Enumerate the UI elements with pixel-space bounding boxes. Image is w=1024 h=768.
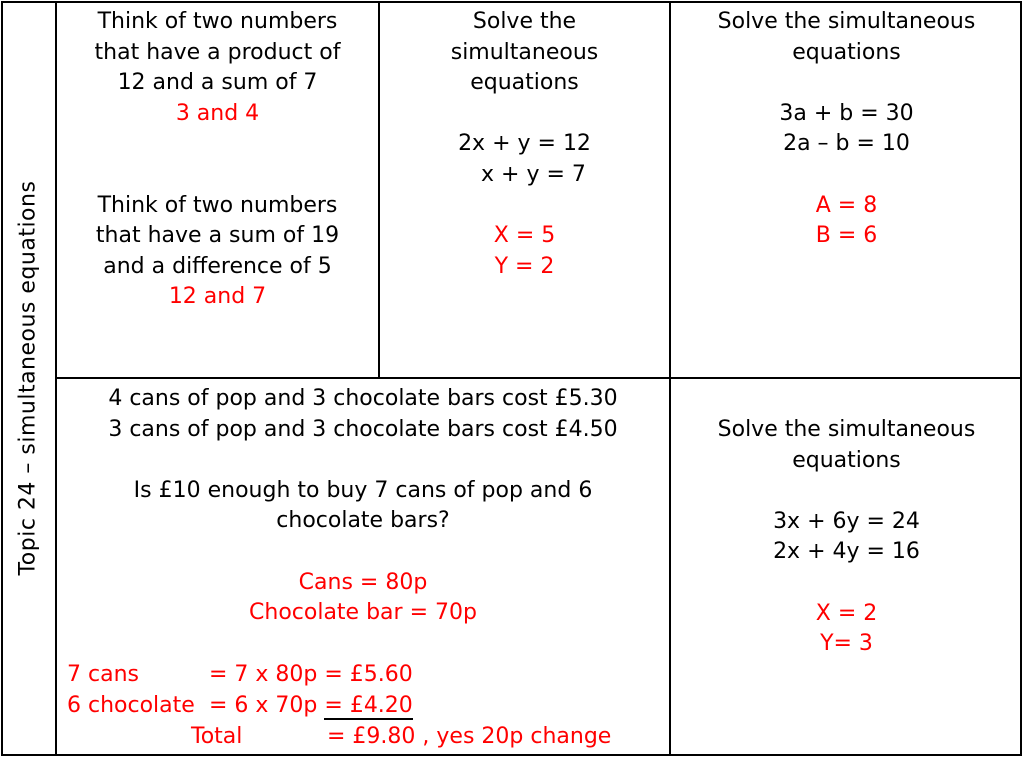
question-3 — [671, 7, 1022, 252]
q4-calc-row-2 — [67, 691, 413, 722]
q3-line: equations — [792, 39, 901, 65]
divider-rows — [55, 377, 1022, 379]
q1-line-2: that have a sum of 19 — [95, 223, 340, 249]
q3-answer: B = 6 — [815, 223, 878, 249]
q3-line: Solve the simultaneous — [717, 9, 976, 34]
calc-expression: = £9.80 , yes 20p change — [327, 724, 612, 749]
question-4 — [57, 384, 669, 629]
calc-expression: = 7 x 80p = £5.60 — [209, 662, 413, 687]
q3-answer: A = 8 — [815, 192, 878, 218]
q2-line: simultaneous — [450, 39, 599, 65]
calc-expression: = 6 x 70p — [209, 693, 325, 718]
q4-question: chocolate bars? — [276, 508, 450, 534]
q5-answer: Y= 3 — [820, 631, 873, 657]
q4-answer: Cans = 80p — [298, 569, 428, 595]
q2-line: Solve the — [472, 9, 577, 34]
q3-equation: 3a + b = 30 — [779, 100, 914, 126]
q4-calc-row-3 — [191, 722, 611, 753]
q2-line: equations — [470, 70, 579, 96]
question-5 — [671, 415, 1022, 660]
question-2 — [380, 7, 669, 282]
q1-answer: 3 and 4 — [175, 100, 260, 126]
q5-answer: X = 2 — [815, 600, 878, 626]
q2-answer: Y = 2 — [494, 253, 555, 279]
q4-answer: Chocolate bar = 70p — [249, 600, 477, 626]
q1-line: 12 and a sum of 7 — [117, 70, 318, 96]
q1-answer-2: 12 and 7 — [168, 284, 267, 310]
q5-equation: 3x + 6y = 24 — [773, 508, 920, 534]
q4-calc-row-1 — [67, 660, 413, 691]
q4-line: 3 cans of pop and 3 chocolate bars cost £4.50 — [108, 416, 618, 442]
q1-line-2: and a difference of 5 — [103, 253, 332, 279]
calc-subtotal: = £4.20 — [324, 693, 413, 718]
q1-line: Think of two numbers — [97, 9, 338, 34]
q1-line: that have a product of — [94, 39, 341, 65]
q5-line: Solve the simultaneous — [717, 417, 976, 442]
q5-line: equations — [792, 447, 901, 473]
q4-question: Is £10 enough to buy 7 cans of pop and 6 — [133, 477, 593, 503]
q2-answer: X = 5 — [493, 223, 556, 249]
q2-equation: x + y = 7 — [481, 161, 586, 187]
calc-label: Total — [191, 724, 243, 749]
topic-title: Topic 24 – simultaneous equations — [15, 180, 41, 576]
calc-label: 7 cans — [67, 662, 139, 687]
q2-equation: 2x + y = 12 — [458, 131, 591, 157]
q1-line-2: Think of two numbers — [97, 192, 338, 218]
q4-line: 4 cans of pop and 3 chocolate bars cost £5.30 — [108, 386, 618, 411]
q5-equation: 2x + 4y = 16 — [773, 539, 920, 565]
q3-equation: 2a – b = 10 — [783, 131, 910, 157]
calc-label: 6 chocolate — [67, 693, 195, 718]
question-1 — [57, 7, 378, 313]
